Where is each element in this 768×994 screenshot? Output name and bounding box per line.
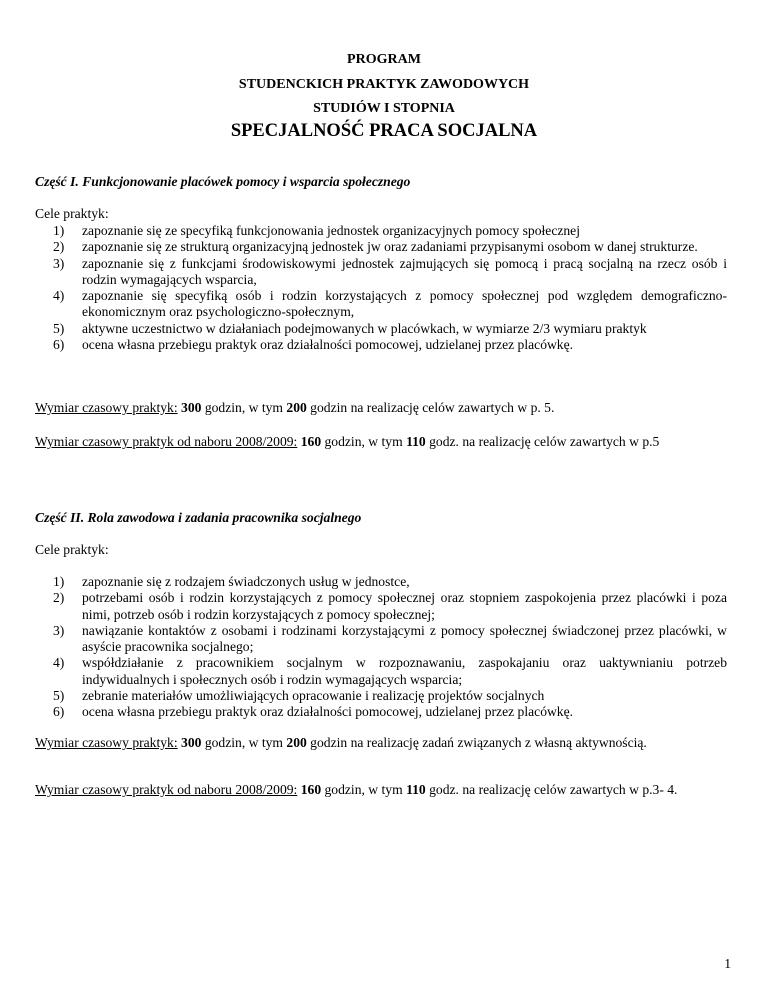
part2-time-range-2008: Wymiar czasowy praktyk od naboru 2008/2009: 160 godzin, w tym 110 godz. na realizację celów zawartych w p.3- 4. (35, 782, 678, 797)
header-specialization: SPECJALNOŚĆ PRACA SOCJALNA (230, 121, 538, 141)
part1-time-range: Wymiar czasowy praktyk: 300 godzin, w tym 200 godzin na realizację celów zawartych w p. 5. (35, 400, 555, 415)
list-item: 4) zapoznanie się specyfiką osób i rodzin korzystających z pomocy społecznej pod względem demograficzno-ekonomicznym oraz psychologiczno-społecznym, (53, 288, 727, 320)
list-item: 2) potrzebami osób i rodzin korzystających z pomocy społecznej oraz stopniem zaspokojenia przez placówki i poza nimi, potrzeb osób i rodzin korzystających z pomocy społecznej; (53, 590, 727, 622)
part1-title: Część I. Funkcjonowanie placówek pomocy i wsparcia społecznego (35, 174, 411, 189)
part2-title: Część II. Rola zawodowa i zadania pracownika socjalnego (35, 510, 362, 525)
list-item: 5) aktywne uczestnictwo w działaniach podejmowanych w placówkach, w wymiarze 2/3 wymiaru praktyk (53, 320, 647, 336)
part1-goals-label: Cele praktyk: (35, 206, 109, 221)
header-title: STUDENCKICH PRAKTYK ZAWODOWYCH (238, 77, 530, 92)
part2-goals-label: Cele praktyk: (35, 542, 109, 557)
list-item: 1) zapoznanie się ze specyfiką funkcjonowania jednostek organizacyjnych pomocy społecznej (53, 223, 580, 238)
page-number: 1 (724, 956, 731, 971)
list-item: 6) ocena własna przebiegu praktyk oraz działalności pomocowej, udzielanej przez placówkę. (53, 704, 574, 720)
list-item: 3) nawiązanie kontaktów z osobami i rodzinami korzystającymi z pomocy społecznej świadczonej przez placówki, w asyście pracownika socjalnego; (53, 622, 727, 655)
header-degree: STUDIÓW I STOPNIA (313, 101, 455, 116)
list-item: 6) ocena własna przebiegu praktyk oraz działalności pomocowej, udzielanej przez placówkę. (53, 337, 574, 353)
list-item: 1) zapoznanie się z rodzajem świadczonych usług w jednostce, (53, 574, 410, 589)
list-item: 4) współdziałanie z pracownikiem socjalnym w rozpoznawaniu, zaspokajaniu oraz uaktywnianiu potrzeb indywidualnych i społecznych osób i rodzin wymagających wsparcia; (53, 655, 727, 687)
part2-time-range: Wymiar czasowy praktyk: 300 godzin, w tym 200 godzin na realizację zadań związanych z własną aktywnością. (35, 735, 647, 750)
part1-goals-list (0, 223, 768, 353)
part2-goals-list (0, 574, 768, 721)
list-item: 2) zapoznanie się ze strukturą organizacyjną jednostek jw oraz zadaniami przypisanymi osobom w danej strukturze. (53, 239, 698, 255)
list-item: 3) zapoznanie się z funkcjami środowiskowymi jednostek zajmujących się pomocą i pracą socjalną na rzecz osób i rodzin wymagających wsparcia, (53, 255, 727, 287)
header-program: PROGRAM (347, 52, 421, 67)
part1-time-range-2008: Wymiar czasowy praktyk od naboru 2008/2009: 160 godzin, w tym 110 godz. na realizację celów zawartych w p.5 (35, 434, 660, 449)
list-item: 5) zebranie materiałów umożliwiających opracowanie i realizację projektów socjalnych (53, 688, 545, 704)
